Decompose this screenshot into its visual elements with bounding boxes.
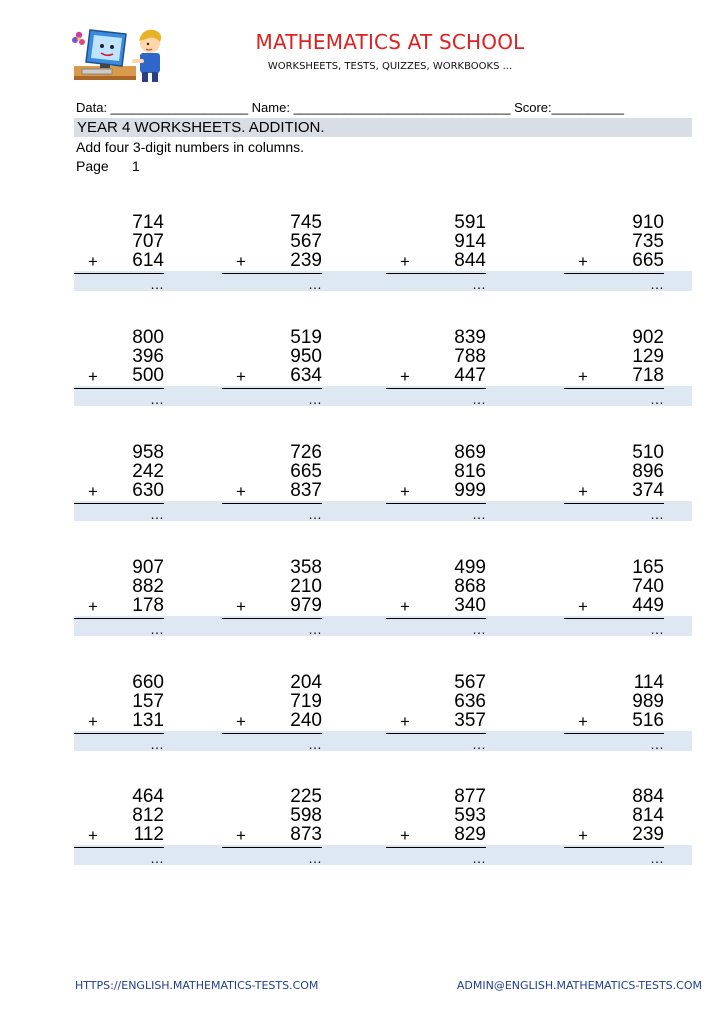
addend-1: 877 bbox=[454, 786, 486, 807]
addend-2: 210 bbox=[290, 576, 322, 597]
instructions: Add four 3-digit numbers in columns. bbox=[76, 139, 304, 155]
addend-3: 718 bbox=[632, 365, 664, 386]
addend-3: 829 bbox=[454, 824, 486, 845]
addition-problem bbox=[386, 213, 486, 313]
answer-field[interactable]: … bbox=[308, 506, 322, 522]
answer-field[interactable]: … bbox=[472, 506, 486, 522]
addend-3: 979 bbox=[290, 595, 322, 616]
sum-rule bbox=[386, 273, 486, 274]
answer-field[interactable]: … bbox=[650, 276, 664, 292]
addition-problem bbox=[74, 558, 164, 658]
addend-3: 112 bbox=[133, 824, 164, 845]
plus-sign: + bbox=[578, 482, 588, 501]
worksheet-title-bar bbox=[74, 118, 692, 137]
answer-field[interactable]: … bbox=[308, 621, 322, 637]
addition-problem bbox=[222, 558, 322, 658]
sum-rule bbox=[74, 733, 164, 734]
addition-problem bbox=[386, 328, 486, 428]
sum-rule bbox=[564, 388, 664, 389]
plus-sign: + bbox=[400, 712, 410, 731]
plus-sign: + bbox=[236, 826, 246, 845]
addend-1: 839 bbox=[454, 327, 486, 348]
addend-1: 114 bbox=[633, 672, 664, 693]
sum-rule bbox=[222, 847, 322, 848]
addend-2: 816 bbox=[454, 461, 486, 482]
answer-field[interactable]: … bbox=[650, 736, 664, 752]
addend-2: 707 bbox=[132, 231, 164, 252]
addend-2: 665 bbox=[290, 461, 322, 482]
addition-problem bbox=[222, 328, 322, 428]
plus-sign: + bbox=[88, 712, 98, 731]
sum-rule bbox=[386, 503, 486, 504]
addend-2: 719 bbox=[290, 691, 322, 712]
addend-2: 989 bbox=[632, 691, 664, 712]
answer-field[interactable]: … bbox=[308, 736, 322, 752]
plus-sign: + bbox=[578, 712, 588, 731]
addend-2: 735 bbox=[632, 231, 664, 252]
plus-sign: + bbox=[236, 252, 246, 271]
addend-2: 788 bbox=[454, 346, 486, 367]
addition-problem bbox=[386, 558, 486, 658]
addend-3: 999 bbox=[454, 480, 486, 501]
addend-1: 714 bbox=[132, 212, 164, 233]
sum-rule bbox=[222, 618, 322, 619]
brand-title: MATHEMATICS AT SCHOOL bbox=[255, 30, 525, 54]
addend-1: 358 bbox=[290, 557, 322, 578]
sum-rule bbox=[222, 503, 322, 504]
answer-field[interactable]: … bbox=[150, 850, 164, 866]
addend-2: 242 bbox=[132, 461, 164, 482]
addend-3: 239 bbox=[290, 250, 322, 271]
answer-field[interactable]: … bbox=[472, 391, 486, 407]
answer-field[interactable]: … bbox=[472, 276, 486, 292]
sum-rule bbox=[222, 388, 322, 389]
addend-1: 464 bbox=[132, 786, 164, 807]
answer-field[interactable]: … bbox=[650, 391, 664, 407]
addend-1: 165 bbox=[632, 557, 664, 578]
addition-problem bbox=[564, 558, 664, 658]
page-label: Page bbox=[76, 158, 109, 174]
addend-3: 239 bbox=[632, 824, 664, 845]
plus-sign: + bbox=[578, 252, 588, 271]
worksheet-title: YEAR 4 WORKSHEETS. ADDITION. bbox=[77, 119, 325, 136]
sum-rule bbox=[386, 618, 486, 619]
addend-3: 630 bbox=[132, 480, 164, 501]
addition-problem bbox=[222, 673, 322, 773]
plus-sign: + bbox=[578, 597, 588, 616]
addend-1: 884 bbox=[632, 786, 664, 807]
addition-problem bbox=[74, 213, 164, 313]
addend-1: 499 bbox=[454, 557, 486, 578]
plus-sign: + bbox=[88, 482, 98, 501]
addition-problem bbox=[386, 443, 486, 543]
addend-3: 873 bbox=[290, 824, 322, 845]
school-logo bbox=[70, 26, 168, 86]
addend-2: 914 bbox=[454, 231, 486, 252]
addend-2: 882 bbox=[132, 576, 164, 597]
addend-2: 396 bbox=[132, 346, 164, 367]
addend-3: 614 bbox=[132, 250, 164, 271]
sum-rule bbox=[74, 388, 164, 389]
addend-3: 340 bbox=[454, 595, 486, 616]
addend-2: 814 bbox=[632, 805, 664, 826]
addend-3: 634 bbox=[290, 365, 322, 386]
addend-2: 950 bbox=[290, 346, 322, 367]
addend-3: 516 bbox=[632, 710, 664, 731]
footer-website-link[interactable]: HTTPS://ENGLISH.MATHEMATICS-TESTS.COM bbox=[75, 979, 319, 992]
plus-sign: + bbox=[236, 367, 246, 386]
addition-problem bbox=[222, 443, 322, 543]
addend-1: 519 bbox=[290, 327, 322, 348]
sum-rule bbox=[564, 733, 664, 734]
page-number: 1 bbox=[132, 158, 140, 174]
addition-problem bbox=[222, 213, 322, 313]
addition-problem bbox=[74, 787, 164, 887]
answer-field[interactable]: … bbox=[308, 850, 322, 866]
addition-problem bbox=[564, 443, 664, 543]
addend-3: 240 bbox=[290, 710, 322, 731]
plus-sign: + bbox=[236, 482, 246, 501]
addend-3: 357 bbox=[454, 710, 486, 731]
addend-3: 500 bbox=[132, 365, 164, 386]
addend-1: 800 bbox=[132, 327, 164, 348]
addend-1: 902 bbox=[632, 327, 664, 348]
plus-sign: + bbox=[236, 597, 246, 616]
addend-1: 869 bbox=[454, 442, 486, 463]
answer-field[interactable]: … bbox=[472, 736, 486, 752]
addition-problem bbox=[386, 673, 486, 773]
answer-field[interactable]: … bbox=[150, 391, 164, 407]
plus-sign: + bbox=[400, 482, 410, 501]
addend-3: 178 bbox=[132, 595, 164, 616]
addend-2: 157 bbox=[132, 691, 164, 712]
student-info-line: Data: ___________________ Name: ______________________________ Score:__________ bbox=[76, 100, 624, 115]
addition-problem bbox=[74, 328, 164, 428]
answer-field[interactable]: … bbox=[472, 850, 486, 866]
answer-field[interactable]: … bbox=[150, 736, 164, 752]
addend-3: 447 bbox=[454, 365, 486, 386]
plus-sign: + bbox=[400, 367, 410, 386]
answer-field[interactable]: … bbox=[308, 391, 322, 407]
plus-sign: + bbox=[400, 826, 410, 845]
addend-3: 844 bbox=[454, 250, 486, 271]
sum-rule bbox=[74, 503, 164, 504]
addition-problem bbox=[564, 673, 664, 773]
addend-1: 745 bbox=[290, 212, 322, 233]
addend-2: 567 bbox=[290, 231, 322, 252]
answer-field[interactable]: … bbox=[150, 621, 164, 637]
addend-3: 374 bbox=[632, 480, 664, 501]
sum-rule bbox=[222, 273, 322, 274]
addend-2: 129 bbox=[632, 346, 664, 367]
addition-problem bbox=[564, 213, 664, 313]
addition-problem bbox=[222, 787, 322, 887]
sum-rule bbox=[564, 618, 664, 619]
addend-1: 225 bbox=[290, 786, 322, 807]
sum-rule bbox=[564, 503, 664, 504]
brand-subtitle: WORKSHEETS, TESTS, QUIZZES, WORKBOOKS ... bbox=[267, 61, 513, 72]
sum-rule bbox=[386, 733, 486, 734]
sum-rule bbox=[74, 847, 164, 848]
sum-rule bbox=[222, 733, 322, 734]
addition-problem bbox=[386, 787, 486, 887]
plus-sign: + bbox=[88, 826, 98, 845]
plus-sign: + bbox=[400, 252, 410, 271]
sum-rule bbox=[74, 273, 164, 274]
answer-field[interactable]: … bbox=[308, 276, 322, 292]
addend-1: 907 bbox=[132, 557, 164, 578]
sum-rule bbox=[386, 388, 486, 389]
addend-1: 910 bbox=[632, 212, 664, 233]
sum-rule bbox=[564, 273, 664, 274]
answer-field[interactable]: … bbox=[472, 621, 486, 637]
addend-2: 896 bbox=[632, 461, 664, 482]
addend-2: 740 bbox=[632, 576, 664, 597]
addend-1: 204 bbox=[290, 672, 322, 693]
answer-field[interactable]: … bbox=[650, 850, 664, 866]
addition-problem bbox=[74, 443, 164, 543]
plus-sign: + bbox=[578, 367, 588, 386]
sum-rule bbox=[74, 618, 164, 619]
addend-1: 567 bbox=[454, 672, 486, 693]
addition-problem bbox=[74, 673, 164, 773]
addend-1: 726 bbox=[290, 442, 322, 463]
addend-1: 591 bbox=[454, 212, 486, 233]
addend-2: 593 bbox=[454, 805, 486, 826]
addend-2: 868 bbox=[454, 576, 486, 597]
footer-email-link[interactable]: ADMIN@ENGLISH.MATHEMATICS-TESTS.COM bbox=[456, 979, 702, 992]
addend-2: 636 bbox=[454, 691, 486, 712]
addition-problem bbox=[564, 787, 664, 887]
plus-sign: + bbox=[88, 597, 98, 616]
addition-problem bbox=[564, 328, 664, 428]
plus-sign: + bbox=[88, 367, 98, 386]
addend-3: 837 bbox=[290, 480, 322, 501]
addend-1: 510 bbox=[632, 442, 664, 463]
plus-sign: + bbox=[578, 826, 588, 845]
addend-2: 812 bbox=[132, 805, 164, 826]
plus-sign: + bbox=[400, 597, 410, 616]
answer-field[interactable]: … bbox=[650, 506, 664, 522]
sum-rule bbox=[386, 847, 486, 848]
addend-3: 449 bbox=[632, 595, 664, 616]
addend-1: 660 bbox=[132, 672, 164, 693]
addend-3: 131 bbox=[132, 710, 164, 731]
answer-field[interactable]: … bbox=[650, 621, 664, 637]
addend-2: 598 bbox=[290, 805, 322, 826]
answer-field[interactable]: … bbox=[150, 276, 164, 292]
plus-sign: + bbox=[236, 712, 246, 731]
addend-3: 665 bbox=[632, 250, 664, 271]
answer-field[interactable]: … bbox=[150, 506, 164, 522]
plus-sign: + bbox=[88, 252, 98, 271]
sum-rule bbox=[564, 847, 664, 848]
addend-1: 958 bbox=[132, 442, 164, 463]
